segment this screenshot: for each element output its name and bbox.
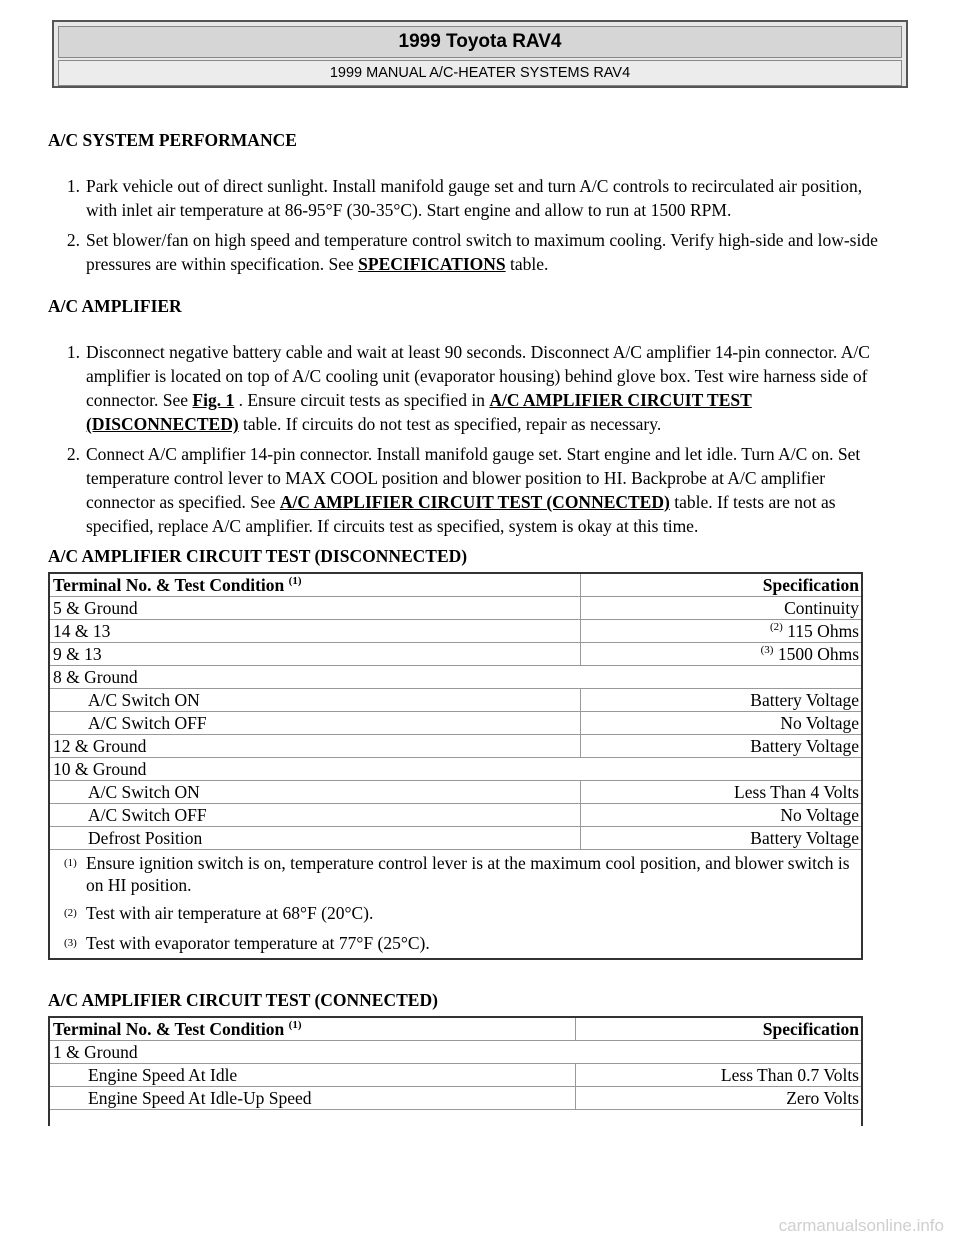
table-row: A/C Switch ON Less Than 4 Volts [49, 781, 862, 804]
table-row: A/C Switch OFF No Voltage [49, 712, 862, 735]
table-row: 8 & Ground [49, 666, 862, 689]
table-row: Engine Speed At Idle-Up Speed Zero Volts [49, 1087, 862, 1110]
disconnected-test-table [48, 572, 863, 960]
table-row: Engine Speed At Idle Less Than 0.7 Volts [49, 1064, 862, 1087]
footnote-1: (1) Ensure ignition switch is on, temperature control lever is at the maximum cool position, and blower switch is on HI position. [64, 853, 850, 895]
table-row: 5 & Ground Continuity [49, 597, 862, 620]
footnote-2: (2) Test with air temperature at 68°F (20°C). [64, 903, 374, 923]
site-watermark: carmanualsonline.info [778, 1216, 944, 1235]
list-item: 1. Disconnect negative battery cable and wait at least 90 seconds. Disconnect A/C amplifier 14-pin connector. A/C amplifier is located on top of A/C cooling unit (evaporator housing) behind glove box. Test wire harness side of connector. See Fig. 1 . Ensure circuit tests as specified in A/C AMPLIFIER CIRCUIT TEST (DISCONNECTED) table. If circuits do not test as specified, repair as necessary. [66, 342, 870, 434]
table-header-row: Terminal No. & Test Condition $^{(1)}$ Specification [49, 1017, 862, 1041]
table-row: 10 & Ground [49, 758, 862, 781]
table-row: A/C Switch OFF No Voltage [49, 804, 862, 827]
disconnected-test-link[interactable]: A/C AMPLIFIER CIRCUIT TEST (DISCONNECTED) [86, 390, 752, 434]
document-header [52, 20, 908, 88]
manual-subtitle: 1999 MANUAL A/C-HEATER SYSTEMS RAV4 [58, 60, 902, 86]
table-row: 12 & Ground Battery Voltage [49, 735, 862, 758]
section-heading-amplifier: A/C AMPLIFIER [48, 296, 182, 316]
table-row: A/C Switch ON Battery Voltage [49, 689, 862, 712]
document-body [48, 128, 893, 1126]
table-row: 1 & Ground [49, 1041, 862, 1064]
specifications-link[interactable]: SPECIFICATIONS [358, 254, 506, 274]
connected-test-link[interactable]: A/C AMPLIFIER CIRCUIT TEST (CONNECTED) [279, 492, 670, 512]
performance-steps [48, 174, 893, 276]
footnote-3: (3) Test with evaporator temperature at 77°F (25°C). [64, 933, 430, 953]
fig-1-link[interactable]: Fig. 1 [192, 390, 235, 410]
connected-test-table [48, 1016, 863, 1126]
table1-title: A/C AMPLIFIER CIRCUIT TEST (DISCONNECTED) [48, 546, 468, 566]
table2-title: A/C AMPLIFIER CIRCUIT TEST (CONNECTED) [48, 990, 438, 1010]
table-header-row: Terminal No. & Test Condition $^{(1)}$ Specification [49, 573, 862, 597]
list-item: 2. Connect A/C amplifier 14-pin connector. Install manifold gauge set. Start engine and let idle. Turn A/C on. Set temperature control lever to MAX COOL position and blower position to HI. Backprobe at A/C amplifier connector as specified. See A/C AMPLIFIER CIRCUIT TEST (CONNECTED) table. If tests are not as specified, replace A/C amplifier. If circuits test as specified, system is okay at this time. [66, 444, 861, 536]
amplifier-steps [48, 340, 893, 538]
list-item: 1. Park vehicle out of direct sunlight. Install manifold gauge set and turn A/C controls to recirculated air position, with inlet air temperature at 86-95°F (30-35°C). Start engine and allow to run at 1500 RPM. [66, 176, 863, 220]
list-item: 2. Set blower/fan on high speed and temperature control switch to maximum cooling. Verify high-side and low-side pressures are within specification. See SPECIFICATIONS table. [66, 230, 878, 274]
table-footnotes [49, 850, 862, 960]
table-row: Defrost Position Battery Voltage [49, 827, 862, 850]
table-row: 14 & 13 $^{(2)}$ 115 Ohms [49, 620, 862, 643]
section-heading-performance: A/C SYSTEM PERFORMANCE [48, 130, 297, 150]
table-row: 9 & 13 $^{(3)}$ 1500 Ohms [49, 643, 862, 666]
vehicle-title: 1999 Toyota RAV4 [58, 26, 902, 58]
table-row [49, 1110, 862, 1127]
